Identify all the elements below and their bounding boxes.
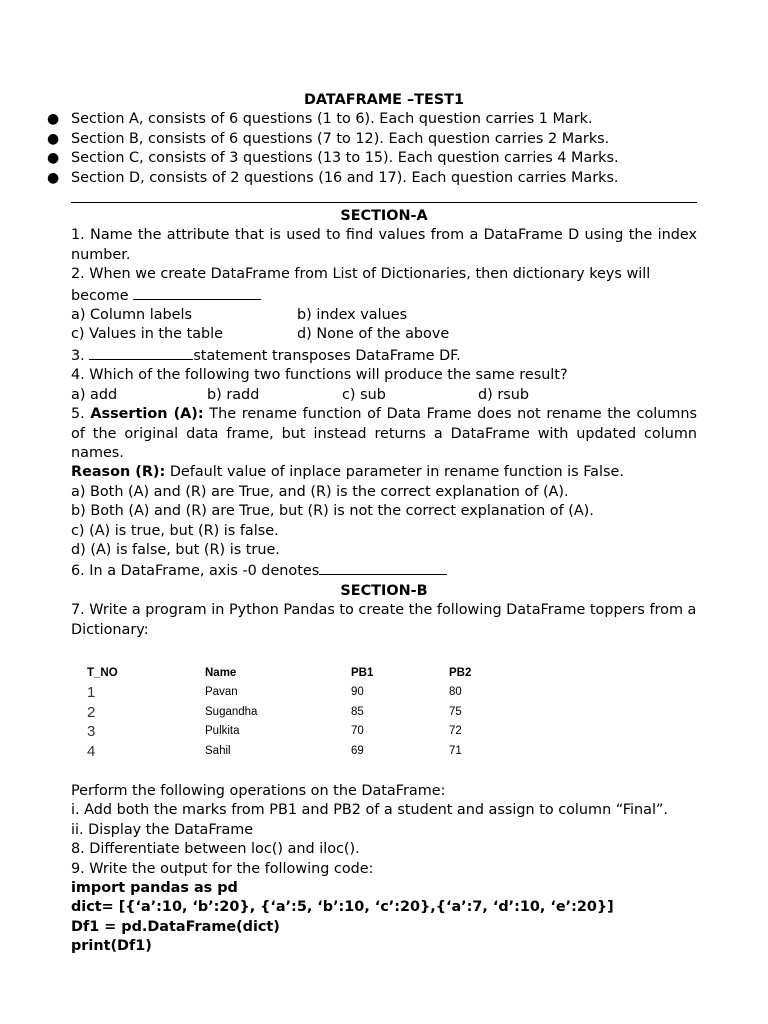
operation-1: i. Add both the marks from PB1 and PB2 of a student and assign to column “Final”. xyxy=(71,802,668,819)
code-line: Df1 = pd.DataFrame(dict) xyxy=(71,918,280,935)
section-a-heading: SECTION-A xyxy=(340,208,428,225)
answer-blank xyxy=(319,560,447,575)
bullet-icon: ● xyxy=(47,111,60,128)
instruction-list xyxy=(47,110,697,188)
question-4: 4. Which of the following two functions will produce the same result? xyxy=(71,367,568,384)
table-cell: Pulkita xyxy=(205,725,240,738)
option-a: a) Column labels xyxy=(71,307,192,324)
bullet-icon: ● xyxy=(47,169,60,186)
question-2-options-row xyxy=(71,306,697,325)
instruction-item: ● Section D, consists of 2 questions (16 and 17). Each question carries Marks. xyxy=(71,169,697,188)
code-line: import pandas as pd xyxy=(71,880,238,897)
question-5-option-a: a) Both (A) and (R) are True, and (R) is the correct explanation of (A). xyxy=(71,483,569,500)
table-row xyxy=(87,703,509,722)
option-c: c) sub xyxy=(342,386,386,403)
option-b: b) radd xyxy=(207,386,260,403)
question-2: 2. When we create DataFrame from List of Dictionaries, then dictionary keys will become xyxy=(71,266,651,304)
question-8: 8. Differentiate between loc() and iloc(). xyxy=(71,841,360,858)
table-row xyxy=(87,683,509,702)
table-header-row xyxy=(87,664,509,683)
operation-2: ii. Display the DataFrame xyxy=(71,821,254,838)
question-3: 3. statement transposes DataFrame DF. xyxy=(71,345,697,366)
table-cell: 3 xyxy=(87,723,96,741)
table-row xyxy=(87,742,509,761)
question-5-reason: Reason (R): Default value of inplace parameter in rename function is False. xyxy=(71,464,624,481)
option-d: d) None of the above xyxy=(297,326,450,343)
question-2-options-row xyxy=(71,325,697,344)
question-7: 7. Write a program in Python Pandas to create the following DataFrame toppers from a Dictionary: xyxy=(71,602,697,638)
column-header: T_NO xyxy=(87,666,118,679)
section-b-heading: SECTION-B xyxy=(340,582,428,599)
column-header: Name xyxy=(205,666,237,679)
table-cell: 4 xyxy=(87,742,96,760)
bullet-icon: ● xyxy=(47,150,60,167)
option-a: a) add xyxy=(71,386,118,403)
table-cell: 75 xyxy=(449,705,462,718)
question-6: 6. In a DataFrame, axis -0 denotes xyxy=(71,560,697,581)
question-5-assertion: 5. Assertion (A): The rename function of Data Frame does not rename the columns of the original data frame, but instead returns a DataFrame with updated column names. xyxy=(71,406,698,461)
table-cell: 71 xyxy=(449,744,462,757)
table-cell: 1 xyxy=(87,684,96,702)
question-5-option-d: d) (A) is false, but (R) is true. xyxy=(71,541,280,558)
code-line: print(Df1) xyxy=(71,938,152,955)
question-5-option-b: b) Both (A) and (R) are True, but (R) is not the correct explanation of (A). xyxy=(71,503,594,520)
divider-line xyxy=(71,202,697,203)
table-cell: 90 xyxy=(351,686,364,699)
table-cell: 85 xyxy=(351,705,364,718)
table-cell: Sahil xyxy=(205,744,231,757)
option-b: b) index values xyxy=(297,307,408,324)
column-header: PB1 xyxy=(351,666,374,679)
question-5-option-c: c) (A) is true, but (R) is false. xyxy=(71,522,279,539)
question-1: 1. Name the attribute that is used to find values from a DataFrame D using the index number. xyxy=(71,227,697,263)
answer-blank xyxy=(89,345,193,360)
table-cell: 80 xyxy=(449,686,462,699)
toppers-table xyxy=(87,664,509,761)
table-cell: Pavan xyxy=(205,686,238,699)
table-cell: 72 xyxy=(449,725,462,738)
table-row xyxy=(87,722,509,741)
instruction-item: ● Section C, consists of 3 questions (13 to 15). Each question carries 4 Marks. xyxy=(71,149,697,168)
instruction-item: ● Section A, consists of 6 questions (1 to 6). Each question carries 1 Mark. xyxy=(71,110,697,129)
question-9: 9. Write the output for the following code: xyxy=(71,860,374,877)
test-title: DATAFRAME –TEST1 xyxy=(303,92,465,108)
code-line: dict= [{‘a’:10, ‘b’:20}, {‘a’:5, ‘b’:10, ‘c’:20},{‘a’:7, ‘d’:10, ‘e’:20}] xyxy=(71,899,614,916)
instruction-item: ● Section B, consists of 6 questions (7 to 12). Each question carries 2 Marks. xyxy=(71,130,697,149)
table-cell: Sugandha xyxy=(205,705,258,718)
option-d: d) rsub xyxy=(478,386,529,403)
table-cell: 70 xyxy=(351,725,364,738)
column-header: PB2 xyxy=(449,666,472,679)
bullet-icon: ● xyxy=(47,130,60,147)
table-cell: 2 xyxy=(87,703,96,721)
question-4-options-row xyxy=(71,386,697,405)
document-page xyxy=(47,91,698,957)
option-c: c) Values in the table xyxy=(71,326,224,343)
table-cell: 69 xyxy=(351,744,364,757)
answer-blank xyxy=(133,285,261,300)
operations-intro: Perform the following operations on the DataFrame: xyxy=(71,783,446,799)
